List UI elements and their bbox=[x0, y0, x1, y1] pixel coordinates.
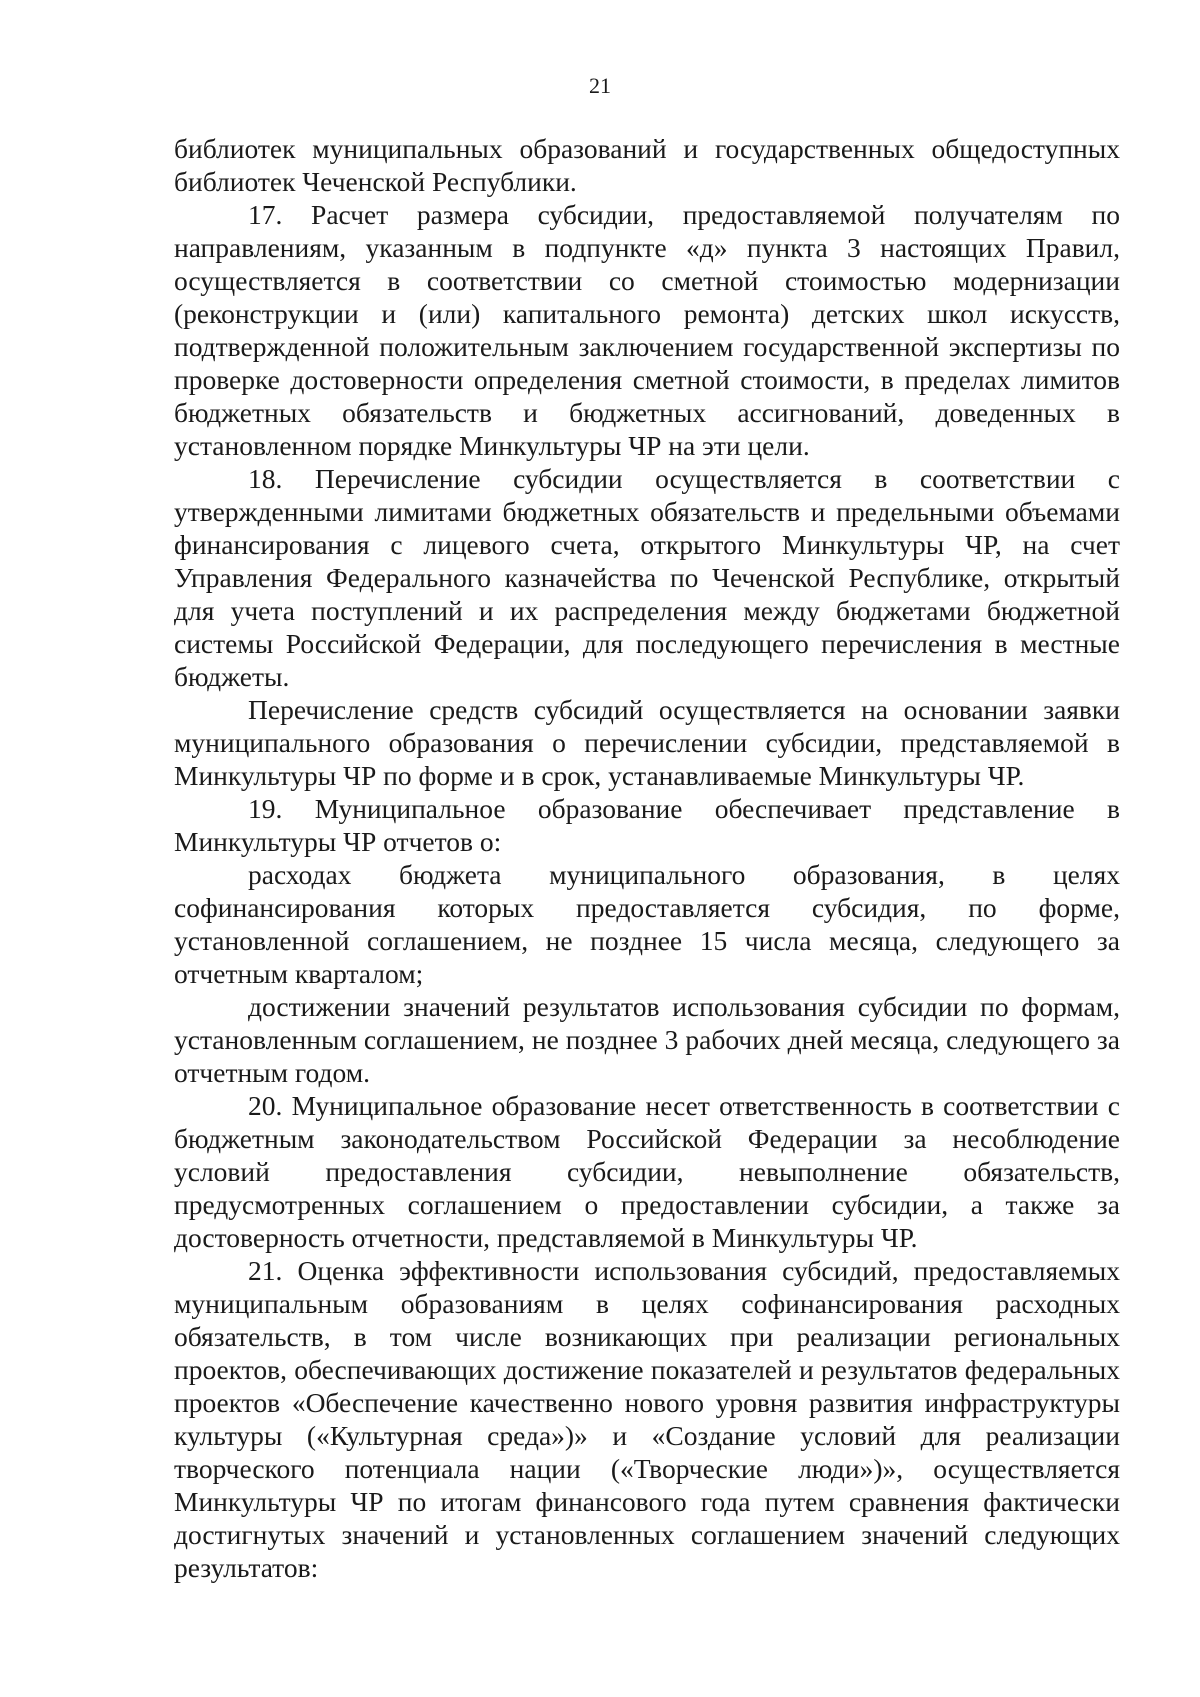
paragraph-clause-18: 18. Перечисление субсидии осуществляется в соответствии с утвержденными лимитами бюджетных обязательств и предельными объемами финансирования с лицевого счета, открытого Минкультуры ЧР, на счет Управления Федерального казначейства по Чеченской Республике, открытый для учета поступлений и их распределения между бюджетами бюджетной системы Российской Федерации, для последующего перечисления в местные бюджеты. bbox=[174, 463, 1120, 692]
document-body bbox=[174, 132, 1120, 1584]
paragraph-clause-20: 20. Муниципальное образование несет ответственность в соответствии с бюджетным законодательством Российской Федерации за несоблюдение условий предоставления субсидии, невыполнение обязательств, предусмотренных соглашением о предоставлении субсидии, а также за достоверность отчетности, представляемой в Минкультуры ЧР. bbox=[174, 1090, 1120, 1253]
paragraph-clause-19: 19. Муниципальное образование обеспечивает представление в Минкультуры ЧР отчетов о: bbox=[174, 793, 1120, 857]
paragraph-clause-21: 21. Оценка эффективности использования субсидий, предоставляемых муниципальным образованиям в целях софинансирования расходных обязательств, в том числе возникающих при реализации региональных проектов, обеспечивающих достижение показателей и результатов федеральных проектов «Обеспечение качественно нового уровня развития инфраструктуры культуры («Культурная среда»)» и «Создание условий для реализации творческого потенциала нации («Творческие люди»)», осуществляется Минкультуры ЧР по итогам финансового года путем сравнения фактически достигнутых значений и установленных соглашением значений следующих результатов: bbox=[174, 1255, 1120, 1583]
paragraph-clause-17: 17. Расчет размера субсидии, предоставляемой получателям по направлениям, указанным в подпункте «д» пункта 3 настоящих Правил, осуществляется в соответствии со сметной стоимостью модернизации (реконструкции и (или) капитального ремонта) детских школ искусств, подтвержденной положительным заключением государственной экспертизы по проверке достоверности определения сметной стоимости, в пределах лимитов бюджетных обязательств и бюджетных ассигнований, доведенных в установленном порядке Минкультуры ЧР на эти цели. bbox=[174, 199, 1120, 461]
paragraph-clause-18-transfer: Перечисление средств субсидий осуществляется на основании заявки муниципального образования о перечислении субсидии, представляемой в Минкультуры ЧР по форме и в срок, устанавливаемые Минкультуры ЧР. bbox=[174, 694, 1120, 791]
page-number: 21 bbox=[589, 73, 611, 98]
paragraph-clause-19-expenses: расходах бюджета муниципального образования, в целях софинансирования которых предоставляется субсидия, по форме, установленной соглашением, не позднее 15 числа месяца, следующего за отчетным кварталом; bbox=[174, 859, 1120, 989]
paragraph-continuation: библиотек муниципальных образований и государственных общедоступных библиотек Чеченской Республики. bbox=[174, 133, 1120, 197]
paragraph-clause-19-results: достижении значений результатов использования субсидии по формам, установленным соглашением, не позднее 3 рабочих дней месяца, следующего за отчетным годом. bbox=[174, 991, 1120, 1088]
